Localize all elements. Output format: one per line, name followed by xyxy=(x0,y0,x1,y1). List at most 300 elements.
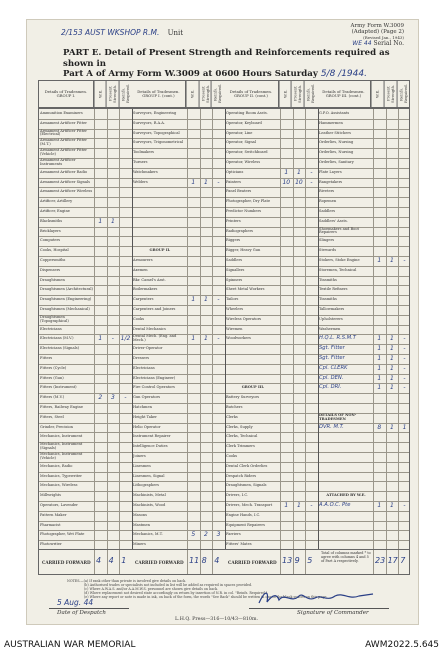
we-value: 1 xyxy=(191,335,196,343)
trade-name: Operating Room Assts. xyxy=(226,110,268,115)
we-value: 1 xyxy=(377,257,382,264)
note-b: (b) Authorised trades or specialists not included in list will be added as required in spaces provided. xyxy=(84,583,253,588)
header-group2-cont: Details of Tradesmen. GROUP II. (cont.) xyxy=(224,81,279,107)
trade-name: Mechanics, M.T. xyxy=(133,532,163,537)
trade-name: Lithographers xyxy=(133,483,159,488)
trade-name: Pharmacist xyxy=(40,522,61,527)
total-value: 4 xyxy=(96,556,102,565)
trade-name: Sgt. Fitter xyxy=(319,354,345,361)
despatch-date: 5 Aug. 44 xyxy=(57,598,94,607)
trade-name xyxy=(318,521,373,531)
total-value: 4 xyxy=(108,556,114,565)
trade-name: GROUP III. xyxy=(241,385,265,390)
trade-name: Clerks xyxy=(226,414,238,419)
trade-name: Welders xyxy=(133,179,148,184)
trade-name: Armament Artificer Instruments xyxy=(40,158,76,166)
total-value: 5 xyxy=(307,556,313,565)
trade-name xyxy=(132,227,187,237)
trade-name: Spinners xyxy=(226,277,243,282)
trade-name: H.Q.L. R.S.M.T xyxy=(319,335,356,342)
trade-name xyxy=(318,511,373,521)
form-page xyxy=(26,19,419,625)
trade-name: Fitters xyxy=(40,355,53,360)
trade-name: Dental Clerk Orderlies xyxy=(226,463,268,468)
reinf-value: - xyxy=(217,178,220,186)
trade-name: Saddlers xyxy=(226,257,243,262)
trade-name: Leather Stitchers xyxy=(319,130,351,135)
column-divider xyxy=(293,550,294,574)
header-reinf: Reinfs. Required. xyxy=(397,81,410,107)
trade-name: Draughtsmen (Topographical) xyxy=(40,314,69,323)
trade-name: Draughtsmen, Signals xyxy=(226,483,267,488)
trade-name: Computers xyxy=(40,238,61,243)
trade-name: Fitters (Instrument) xyxy=(40,385,77,390)
trade-name: Predictor Numbers xyxy=(226,208,262,213)
trade-name: Saddlers' Assts. xyxy=(319,218,348,223)
trade-name: Operator, Switchboard xyxy=(226,150,268,155)
trade-name: Bkr. Camel's Asst. xyxy=(133,277,166,282)
trade-name xyxy=(318,432,373,442)
trade-name: Opticians xyxy=(226,169,244,174)
header-reinf: Reinfs. Required. xyxy=(119,81,132,107)
totals-row xyxy=(38,550,410,575)
trade-name: Riveters xyxy=(319,189,335,194)
trade-name: Tinsmiths xyxy=(319,297,337,302)
signature-line xyxy=(249,608,389,609)
trade-name: Dressers xyxy=(133,355,150,360)
carried-forward-label: Total of columns marked * to agree with columns 4 and 5 of Part A respectively. xyxy=(321,551,371,563)
carried-forward-label: CARRIED FORWARD xyxy=(42,560,91,565)
present-value: 1 xyxy=(389,355,394,362)
column-divider xyxy=(280,550,281,574)
total-value: 8 xyxy=(201,556,207,565)
commander-signature xyxy=(255,588,385,608)
header-group3-cont: Details of Tradesmen. GROUP III. (cont.) xyxy=(317,81,372,107)
reinf-value: - xyxy=(310,168,313,176)
trade-name: Operator, Line xyxy=(226,130,253,135)
we-value: 1 xyxy=(377,384,382,392)
we-value: 1 xyxy=(377,335,382,343)
trade-name: Mechanics, Radio xyxy=(40,463,73,468)
trade-name: Miners xyxy=(133,542,146,547)
trade-name: Fitters (Cycle) xyxy=(40,365,67,370)
header-we: W.E. xyxy=(371,81,384,107)
trade-name: Artificer, Engine xyxy=(40,208,70,213)
trade-name: Operator, Keyboard xyxy=(226,120,262,125)
present-value: 1 xyxy=(296,168,301,176)
note-c: (c) Where A.W.A.S. and/or A.A.M.W.S. personnel are shown give details on back. xyxy=(84,587,219,592)
trade-name: Coppersmiths xyxy=(40,257,66,262)
form-ref: Army Form W.3009 xyxy=(350,23,404,29)
present-value: 1 xyxy=(389,374,394,382)
total-value: 11 xyxy=(189,556,200,565)
trade-name: Orderlies, Nursing xyxy=(319,140,354,145)
we-value: 1 xyxy=(377,345,382,353)
present-value: 1 xyxy=(203,296,208,304)
trade-name: Orderlies, Sanitary xyxy=(319,159,354,164)
header-reinf: Reinfs. Required. xyxy=(211,81,224,107)
trade-name xyxy=(132,236,187,246)
we-value: 1 xyxy=(377,364,382,372)
present-value: 1 xyxy=(389,502,394,509)
title-line-1: PART E. Detail of Present Strength and Reinforcements required as shown in xyxy=(63,48,390,69)
date-line xyxy=(49,608,129,609)
note-a: NOTES.—(a) If rank other than private is involved give details on back. xyxy=(67,579,187,583)
form-adapted: (Adapted) (Page 2) xyxy=(351,29,404,35)
trade-name: Despatch Riders xyxy=(226,473,257,478)
trade-name: Driver-Operator xyxy=(133,346,163,351)
we-value: 1 xyxy=(191,178,196,186)
column-divider xyxy=(398,109,399,549)
trade-name: Armourers xyxy=(133,257,153,262)
total-value: 9 xyxy=(294,556,300,565)
date-label: Date of Despatch xyxy=(57,610,106,616)
trade-name xyxy=(318,481,373,491)
trade-name: Surveyors, R.A.A. xyxy=(133,120,166,125)
reinf-value: - xyxy=(403,384,406,392)
printer-line: L.H.Q. Press—316—10/43—810m. xyxy=(175,617,259,622)
column-divider xyxy=(187,550,188,574)
we-value: 1 xyxy=(98,335,103,343)
trade-name: Ammunition Examiners xyxy=(40,110,83,115)
column-divider xyxy=(386,550,387,574)
trade-name: Wiremen xyxy=(226,326,243,331)
present-value: 2 xyxy=(203,531,208,539)
trade-name: Clerks, Supply xyxy=(226,424,253,429)
trade-name xyxy=(132,217,187,227)
trade-name: Joiners xyxy=(133,453,146,458)
trade-name: Operator, Signal xyxy=(226,140,256,145)
column-divider xyxy=(94,550,95,574)
trade-name: Battery Surveyors xyxy=(226,395,260,400)
column-divider xyxy=(373,550,374,574)
total-value: 4 xyxy=(214,556,220,565)
trade-name: Carpenters xyxy=(133,297,154,302)
trade-name: ATTACHED BY W.E. xyxy=(326,493,366,498)
trade-name: Watchmakers xyxy=(133,169,158,174)
trade-name: Tallowmakers xyxy=(319,306,345,311)
serial-no xyxy=(352,41,404,47)
trade-name: Draughtsmen (Architectural) xyxy=(40,287,93,292)
trade-name: Surveyors, Topographical xyxy=(133,130,180,135)
we-value: 2 xyxy=(98,394,103,402)
column-divider xyxy=(398,550,399,574)
unit-handwritten: 2/153 AUST WKSHOP R.M. xyxy=(61,28,160,37)
trade-name: Orderlies, Nursing xyxy=(319,150,354,155)
total-value: 1 xyxy=(121,556,127,565)
trade-name: Stewards xyxy=(319,248,337,253)
reinf-value: - xyxy=(217,296,220,304)
we-value: 5 xyxy=(191,531,196,539)
column-divider xyxy=(187,109,188,549)
trade-name: Armament Artificer Signals xyxy=(40,179,90,184)
title-line-2-text: Part A of Army Form W.3009 at 0600 Hours Saturday xyxy=(63,69,318,79)
trade-name: Millwrights xyxy=(40,493,61,498)
trade-name: Mastmen xyxy=(133,522,150,527)
trade-name: Hammermen xyxy=(319,120,343,125)
unit-label: Unit xyxy=(167,29,184,37)
present-value: 3 xyxy=(110,394,115,402)
trade-name: Electricians xyxy=(40,326,62,331)
trade-name: Drivers, Mech. Transport xyxy=(226,502,273,507)
trade-name: Rigger, Heavy Gun xyxy=(226,248,261,253)
trade-name xyxy=(225,354,280,364)
present-value: 1 xyxy=(389,423,394,431)
trade-name: Printers xyxy=(226,218,241,223)
reinf-value: - xyxy=(310,178,313,186)
trade-name: Draughtsmen (Mechanical) xyxy=(40,306,90,311)
serial-handwritten: WE 44 xyxy=(352,40,372,47)
form-revised: (Revised Jan., 1943) xyxy=(363,35,404,40)
column-divider xyxy=(386,109,387,549)
credit-left: AUSTRALIAN WAR MEMORIAL xyxy=(4,640,136,650)
trade-name xyxy=(132,187,187,197)
present-value: 1 xyxy=(296,502,301,509)
trade-name: Mechanics, Instrument (Signals) xyxy=(40,442,83,451)
trade-name: Farriers xyxy=(226,532,241,537)
serial-label: Serial No. xyxy=(373,40,404,47)
reinf-value: 1 xyxy=(402,423,407,431)
column-header-row xyxy=(38,80,410,108)
reinf-value: - xyxy=(310,502,313,509)
trade-name: Axemen xyxy=(133,267,148,272)
trade-name: Gun Operators xyxy=(133,395,161,400)
trade-name: Mechanics, Wireless xyxy=(40,483,78,488)
trade-name: Helio Operator xyxy=(133,424,161,429)
we-value: 1 xyxy=(284,168,289,176)
we-value: 1 xyxy=(284,502,289,509)
part-e-title xyxy=(63,48,413,80)
trade-name: Fitters, Railway Engine xyxy=(40,404,83,409)
trade-name: Surveyors, Trigonometrical xyxy=(133,140,184,145)
column-divider xyxy=(200,109,201,549)
trade-name: Washermen xyxy=(319,326,341,331)
credit-right: AWM2022.5.645 xyxy=(365,640,439,650)
signature-label: Signature of Commander xyxy=(297,610,369,616)
present-value: 1 xyxy=(389,257,394,264)
column-divider xyxy=(212,550,213,574)
trade-name: Surveyors, Engineering xyxy=(133,110,177,115)
unit-line xyxy=(57,28,183,37)
trade-name: Artificer, Artillery xyxy=(40,199,73,204)
column-divider xyxy=(200,550,201,574)
trade-name: Armament Artificer Fitter (Vehicle) xyxy=(40,148,87,157)
trade-name: DVR. M.T. xyxy=(319,423,344,430)
trade-name: Hatchmen xyxy=(133,404,152,409)
trade-name: Machinists, Wood xyxy=(133,502,166,507)
trade-name: Cpl. CLERK xyxy=(319,364,348,371)
column-divider xyxy=(119,550,120,574)
reinf-value: - xyxy=(403,502,406,509)
trade-name: G.P.O. Assistants xyxy=(319,110,350,115)
total-value: 7 xyxy=(400,556,406,565)
trade-name: Shoemakers and Boot Repairers xyxy=(319,226,359,235)
trade-name: Armament Artificer Fitter xyxy=(40,120,87,125)
carried-forward-label: CARRIED FORWARD xyxy=(135,560,184,565)
trade-name: Photowriter xyxy=(40,542,62,547)
trade-name: Tinsmiths xyxy=(319,277,337,282)
reinf-value: 1/2 xyxy=(120,335,131,343)
trade-name: Photographer, Wet Plate xyxy=(40,532,85,537)
trade-name: Painters xyxy=(226,179,241,184)
total-value: 23 xyxy=(375,556,386,565)
we-value: 1 xyxy=(377,502,382,509)
column-divider xyxy=(305,550,306,574)
trade-name: Electricians (M.V.) xyxy=(40,336,74,341)
trade-name xyxy=(318,393,373,403)
header-present: Present Strength. xyxy=(199,81,212,107)
trade-name: Cpl. DRI. xyxy=(319,384,342,391)
header-we: W.E. xyxy=(279,81,292,107)
trade-name: Signallers xyxy=(226,267,245,272)
trade-name: Electricians (Engineer) xyxy=(133,375,176,380)
title-date-handwritten: 5/8 /1944. xyxy=(320,69,367,79)
trade-name: Grinder, Precision xyxy=(40,424,73,429)
column-divider xyxy=(212,109,213,549)
trade-name xyxy=(318,472,373,482)
trade-name: Clerks, Technical xyxy=(226,434,258,439)
trade-name: Upholsterers xyxy=(319,316,343,321)
column-divider xyxy=(107,550,108,574)
trade-name: Linesmen, Signal xyxy=(133,473,165,478)
trade-name: Fitters (Gun) xyxy=(40,375,64,380)
column-divider xyxy=(94,109,95,549)
trade-name: Engine Hands, I.C. xyxy=(226,512,261,517)
column-divider xyxy=(373,109,374,549)
header-we: W.E. xyxy=(94,81,107,107)
trade-name: Photographer, Dry Plate xyxy=(226,199,271,204)
we-value: 1 xyxy=(377,355,382,362)
reinf-value: - xyxy=(124,394,127,402)
reinf-value: - xyxy=(403,355,406,362)
present-value: - xyxy=(111,335,114,343)
trade-name: Electricians (Signals) xyxy=(40,346,79,351)
trade-name: Armament Artificer Wireless xyxy=(40,189,93,194)
trade-name: A.A.O.C. Pte xyxy=(319,501,351,508)
reinf-value: - xyxy=(403,257,406,264)
trade-name: Masons xyxy=(133,512,147,517)
trade-name xyxy=(318,442,373,452)
trade-name: Height Taker xyxy=(133,414,157,419)
trade-name: Fitters' Mates xyxy=(226,542,252,547)
trade-name: Operators, Lavender xyxy=(40,502,78,507)
trade-name: Cpl. DEN. xyxy=(319,374,344,381)
trade-name: Saddlers xyxy=(319,208,336,213)
trade-name: Blacksmiths xyxy=(40,218,63,223)
trade-name: Tailors xyxy=(226,297,239,302)
trade-name: Mechanics, Instrument (Vehicle) xyxy=(40,452,83,460)
trade-name: Cooks xyxy=(226,453,238,458)
trade-name: Toolmakers xyxy=(133,150,155,155)
trade-name: Wireless Operators xyxy=(226,316,262,321)
we-value: 10 xyxy=(282,178,291,186)
trade-name: Draughtsmen (Engineering) xyxy=(40,297,92,302)
trade-name xyxy=(225,374,280,384)
trade-name: Armament Artificer Fitter (M.T.) xyxy=(40,138,87,147)
we-value: 1 xyxy=(98,217,103,225)
trade-name: Armament Artificer Radio xyxy=(40,169,88,174)
trade-name: Woodworkers xyxy=(226,336,251,341)
trade-name: Stokers, Stoke Engine xyxy=(319,257,360,262)
trade-name: Slingers xyxy=(319,238,335,243)
trade-name: Turners xyxy=(133,159,148,164)
trade-name: Storemen, Technical xyxy=(319,267,357,272)
trade-name: Riggers xyxy=(226,238,241,243)
trade-name: Carpenters and Joiners xyxy=(133,306,176,311)
reinf-value: - xyxy=(403,364,406,372)
column-divider xyxy=(119,109,120,549)
trade-name: Clerk Trimmers xyxy=(226,444,255,449)
trade-name: Textile Refiners xyxy=(319,287,348,292)
trade-name: Fitters, Steel xyxy=(40,414,64,419)
trade-name: Rangetakers xyxy=(319,179,343,184)
trade-name xyxy=(318,403,373,413)
trades-table xyxy=(38,108,410,550)
header-reinf: Reinfs. Required. xyxy=(304,81,317,107)
trade-name: Butchers xyxy=(226,404,243,409)
header-group1: Details of Tradesmen. GROUP I. xyxy=(39,81,94,107)
trade-name xyxy=(225,364,280,374)
present-value: 1 xyxy=(110,217,115,225)
header-present: Present Strength. xyxy=(291,81,304,107)
reinf-value: 3 xyxy=(216,531,221,539)
we-value: 1 xyxy=(191,296,196,304)
trade-name: Panel Beaters xyxy=(226,189,252,194)
carried-forward-label: CARRIED FORWARD xyxy=(228,560,277,565)
header-present: Present Strength. xyxy=(384,81,397,107)
reinf-value: - xyxy=(217,335,220,343)
trade-name: Ropemen xyxy=(319,199,337,204)
trade-name: Draughtsmen xyxy=(40,277,65,282)
note-d: (d) Where replacement not desired state accordingly on return by insertion of N.R. in col. "Reinfs. Required." xyxy=(84,591,268,596)
total-value: 17 xyxy=(387,556,398,565)
trade-name: Pattern Maker xyxy=(40,512,67,517)
trade-name: Boilermakers xyxy=(133,287,158,292)
trade-name xyxy=(318,462,373,472)
reinf-value: - xyxy=(403,345,406,353)
trade-name: Plate Layers xyxy=(319,169,342,174)
trade-name xyxy=(132,207,187,217)
trade-name xyxy=(318,530,373,540)
trade-name: Fire Control Operators xyxy=(133,385,175,390)
reinf-value: - xyxy=(403,374,406,382)
trade-name: Dental Mech. (Eng. and Mech.) xyxy=(133,334,177,343)
title-line-2 xyxy=(63,69,413,80)
trade-name xyxy=(318,452,373,462)
trade-name: DETAILS OF NON-TRADESMEN xyxy=(319,412,357,421)
trade-name: Operator, Wireless xyxy=(226,159,261,164)
present-value: 1 xyxy=(203,335,208,343)
trade-name: Radiographers xyxy=(226,228,254,233)
header-we: W.E. xyxy=(186,81,199,107)
trade-name: Electricians xyxy=(133,365,155,370)
reinf-value: - xyxy=(403,335,406,343)
present-value: 1 xyxy=(389,345,394,353)
trade-name: Intelligence Duties xyxy=(133,444,168,449)
total-value: 13 xyxy=(282,556,293,565)
trade-name: Linesmen xyxy=(133,463,151,468)
column-divider xyxy=(107,109,108,549)
trade-name: Sgt. Fitter xyxy=(319,345,345,352)
we-value: 1 xyxy=(377,374,382,382)
trade-name: Machinists, Metal xyxy=(133,493,166,498)
trade-name xyxy=(225,344,280,354)
header-present: Present Strength. xyxy=(106,81,119,107)
trade-name: Drivers, I.C. xyxy=(226,493,249,498)
trade-name: Instrument Repairer xyxy=(133,434,171,439)
header-group1-cont: Details of Tradesmen. GROUP I. (cont.) xyxy=(132,81,187,107)
trade-name xyxy=(132,197,187,207)
